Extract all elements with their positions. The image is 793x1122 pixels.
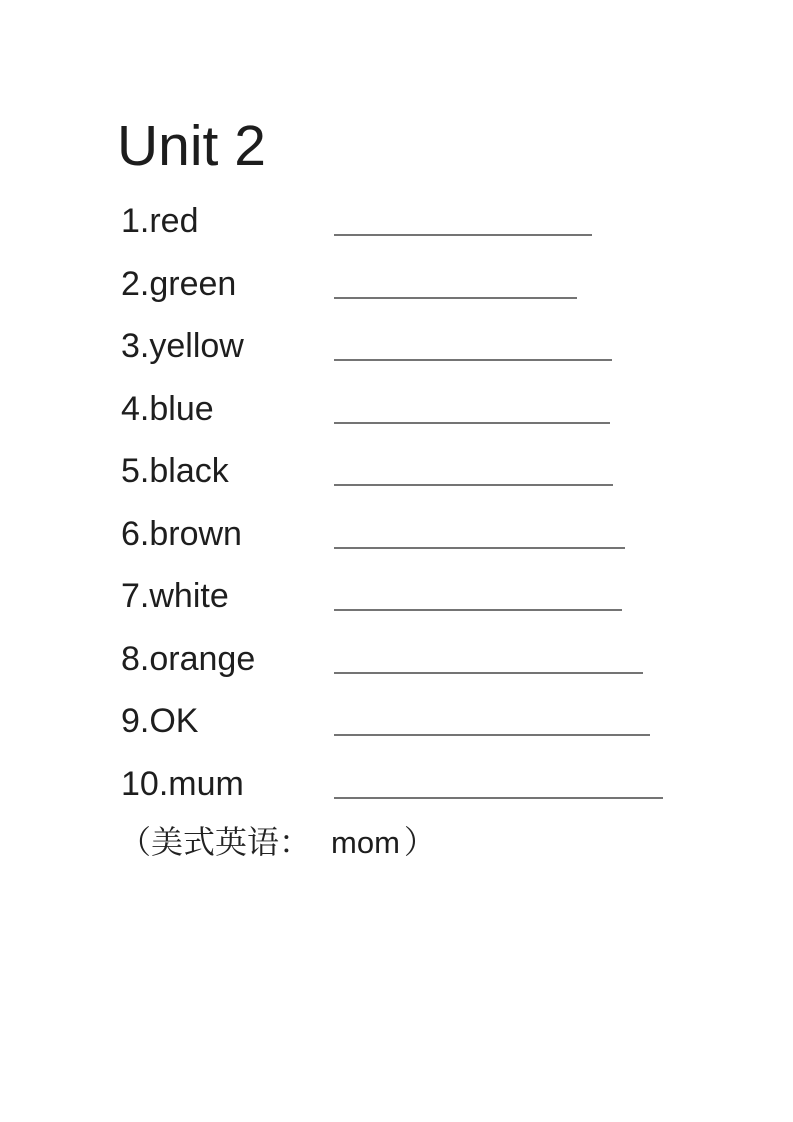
answer-blank-line[interactable] <box>334 358 612 361</box>
vocab-label: 9.OK <box>121 702 199 740</box>
vocab-row <box>121 503 681 566</box>
note-english-word: mom <box>331 825 400 860</box>
page-title: Unit 2 <box>117 114 266 178</box>
vocab-row <box>121 690 681 753</box>
vocab-list <box>121 190 681 815</box>
answer-blank-line[interactable] <box>334 546 625 549</box>
answer-blank-line[interactable] <box>334 608 622 611</box>
vocab-label: 8.orange <box>121 639 256 678</box>
vocab-label: 7.white <box>121 577 229 615</box>
vocab-label: 6.brown <box>121 514 242 553</box>
vocab-row <box>121 753 681 816</box>
answer-blank-line[interactable] <box>334 233 592 236</box>
answer-blank-line[interactable] <box>334 421 610 424</box>
vocab-row <box>121 378 681 441</box>
vocab-label: 5.black <box>121 452 229 490</box>
note-open-text: （美式英语： <box>119 823 312 861</box>
vocab-label: 2.green <box>121 264 237 303</box>
vocab-row <box>121 565 681 628</box>
vocab-row <box>121 628 681 691</box>
note-line <box>119 824 436 861</box>
vocab-row <box>121 253 681 316</box>
answer-blank-line[interactable] <box>334 796 663 799</box>
vocab-label: 4.blue <box>121 389 214 428</box>
vocab-row <box>121 440 681 503</box>
vocab-row <box>121 190 681 253</box>
answer-blank-line[interactable] <box>334 671 643 674</box>
vocab-label: 1.red <box>121 202 199 240</box>
answer-blank-line[interactable] <box>334 296 577 299</box>
vocab-label: 10.mum <box>121 764 244 803</box>
vocab-label: 3.yellow <box>121 327 244 365</box>
answer-blank-line[interactable] <box>334 733 650 736</box>
answer-blank-line[interactable] <box>334 483 613 486</box>
note-close-paren: ） <box>403 823 436 861</box>
vocab-row <box>121 315 681 378</box>
